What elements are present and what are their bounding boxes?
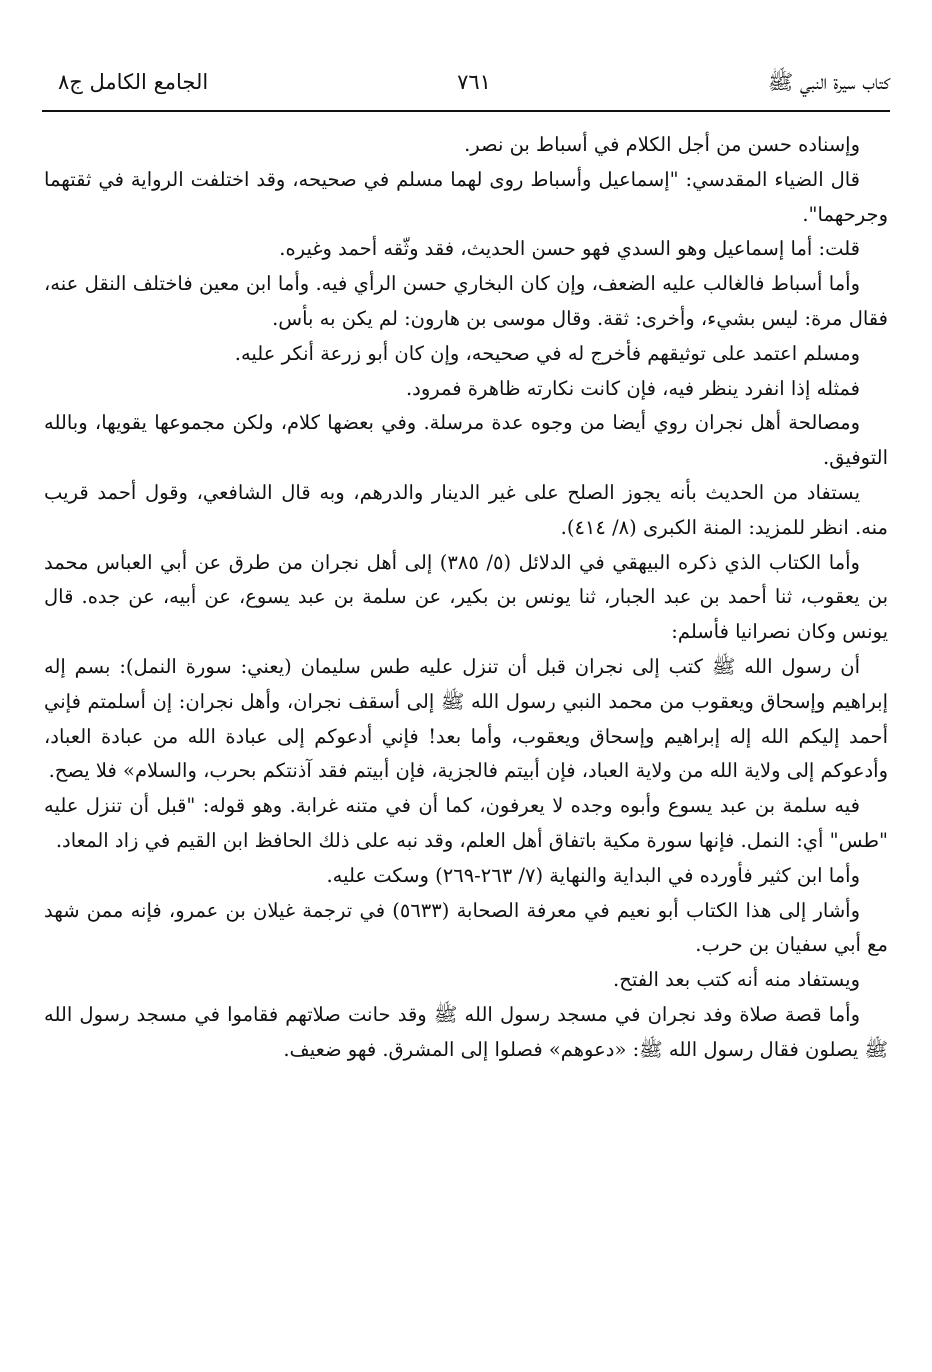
paragraph-letter-text: أن رسول الله ﷺ كتب إلى نجران قبل أن تنزل عليه طس سليمان (يعني: سورة النمل): بسم إله إبراهيم وإسحاق ويعقوب من محمد النبي رسول الله ﷺ إلى أسقف نجران، وأهل نجران: إن أسلمتم فإني أحمد إليكم الله إله إبراهيم وإسحاق ويعقوب، وأما بعد! فإني أدعوكم إلى عبادة الله من عبادة العباد، وأدعوكم إلى ولاية الله من ولاية العباد، فإن أبيتم فالجزية، فإن أبيتم فقد آذنتكم بحرب، والسلام» فلا يصح. (44, 654, 888, 783)
paragraph-prayer-story: وأما قصة صلاة وفد نجران في مسجد رسول الله ﷺ وقد حانت صلاتهم فقاموا في مسجد رسول الله ﷺ يصلون فقال رسول الله ﷺ: «دعوهم» فصلوا إلى المشرق. فهو ضعيف. (44, 1002, 888, 1061)
page-body (44, 128, 888, 1068)
page-number: ٧٦١ (457, 70, 491, 94)
header-rule (42, 110, 890, 112)
running-head-book-title: كتاب سيرة النبي ﷺ (767, 70, 890, 94)
paragraph-musalaha: ومصالحة أهل نجران روي أيضا من وجوه عدة مرسلة. وفي بعضها كلام، ولكن مجموعها يقويها، وبالله التوفيق. (44, 411, 888, 470)
paragraph-asbat: وأما أسباط فالغالب عليه الضعف، وإن كان البخاري حسن الرأي فيه. وأما ابن معين فاختلف النقل عنه، فقال مرة: ليس بشيء، وأخرى: ثقة. وقال موسى بن هارون: لم يكن به بأس. (44, 272, 888, 330)
paragraph-diya-quote: قال الضياء المقدسي: "إسماعيل وأسباط روى لهما مسلم في صحيحه، وقد اختلفت الرواية في ثقتهما وجرحهما". (44, 167, 888, 226)
paragraph-salama: فيه سلمة بن عبد يسوع وأبوه وجده لا يعرفون، كما أن في متنه غرابة. وهو قوله: "قبل أن تنزل عليه "طس" أي: النمل. فإنها سورة مكية باتفاق أهل العلم، وقد نبه على ذلك الحافظ ابن القيم في زاد المعاد. (44, 794, 888, 852)
paragraph-ibn-kathir: وأما ابن كثير فأورده في البداية والنهاية (٧/ ٢٦٣-٢٦٩) وسكت عليه. (326, 863, 860, 887)
paragraph-infirad: فمثله إذا انفرد ينظر فيه، فإن كانت نكارته ظاهرة فمرود. (405, 376, 860, 400)
paragraph-after-fath: ويستفاد منه أنه كتب بعد الفتح. (613, 968, 860, 992)
paragraph-abu-nuaym: وأشار إلى هذا الكتاب أبو نعيم في معرفة الصحابة (٥٦٣٣) في ترجمة غيلان بن عمرو، فإنه ممن شهد مع أبي سفيان بن حرب. (44, 898, 888, 957)
paragraph-bayhaqi-letter: وأما الكتاب الذي ذكره البيهقي في الدلائل (٥/ ٣٨٥) إلى أهل نجران من طرق عن أبي العباس محمد بن يعقوب، ثنا أحمد بن عبد الجبار، ثنا يونس بن بكير، عن سلمة بن عبد يسوع، عن أبيه، عن جده. قال يونس وكان نصرانيا فأسلم: (44, 550, 888, 644)
running-head-collection-title: الجامع الكامل ج٨ (58, 70, 209, 94)
paragraph-isnad: وإسناده حسن من أجل الكلام في أسباط بن نصر. (464, 133, 860, 156)
paragraph-ismail: قلت: أما إسماعيل وهو السدي فهو حسن الحديث، فقد وثّقه أحمد وغيره. (279, 237, 860, 261)
page-header (58, 62, 890, 102)
paragraph-sulh-benefit: يستفاد من الحديث بأنه يجوز الصلح على غير الدينار والدرهم، وبه قال الشافعي، وقول أحمد قريب منه. انظر للمزيد: المنة الكبرى (٨/ ٤١٤). (44, 480, 888, 539)
paragraph-muslim: ومسلم اعتمد على توثيقهم فأخرج له في صحيحه، وإن كان أبو زرعة أنكر عليه. (234, 341, 860, 365)
